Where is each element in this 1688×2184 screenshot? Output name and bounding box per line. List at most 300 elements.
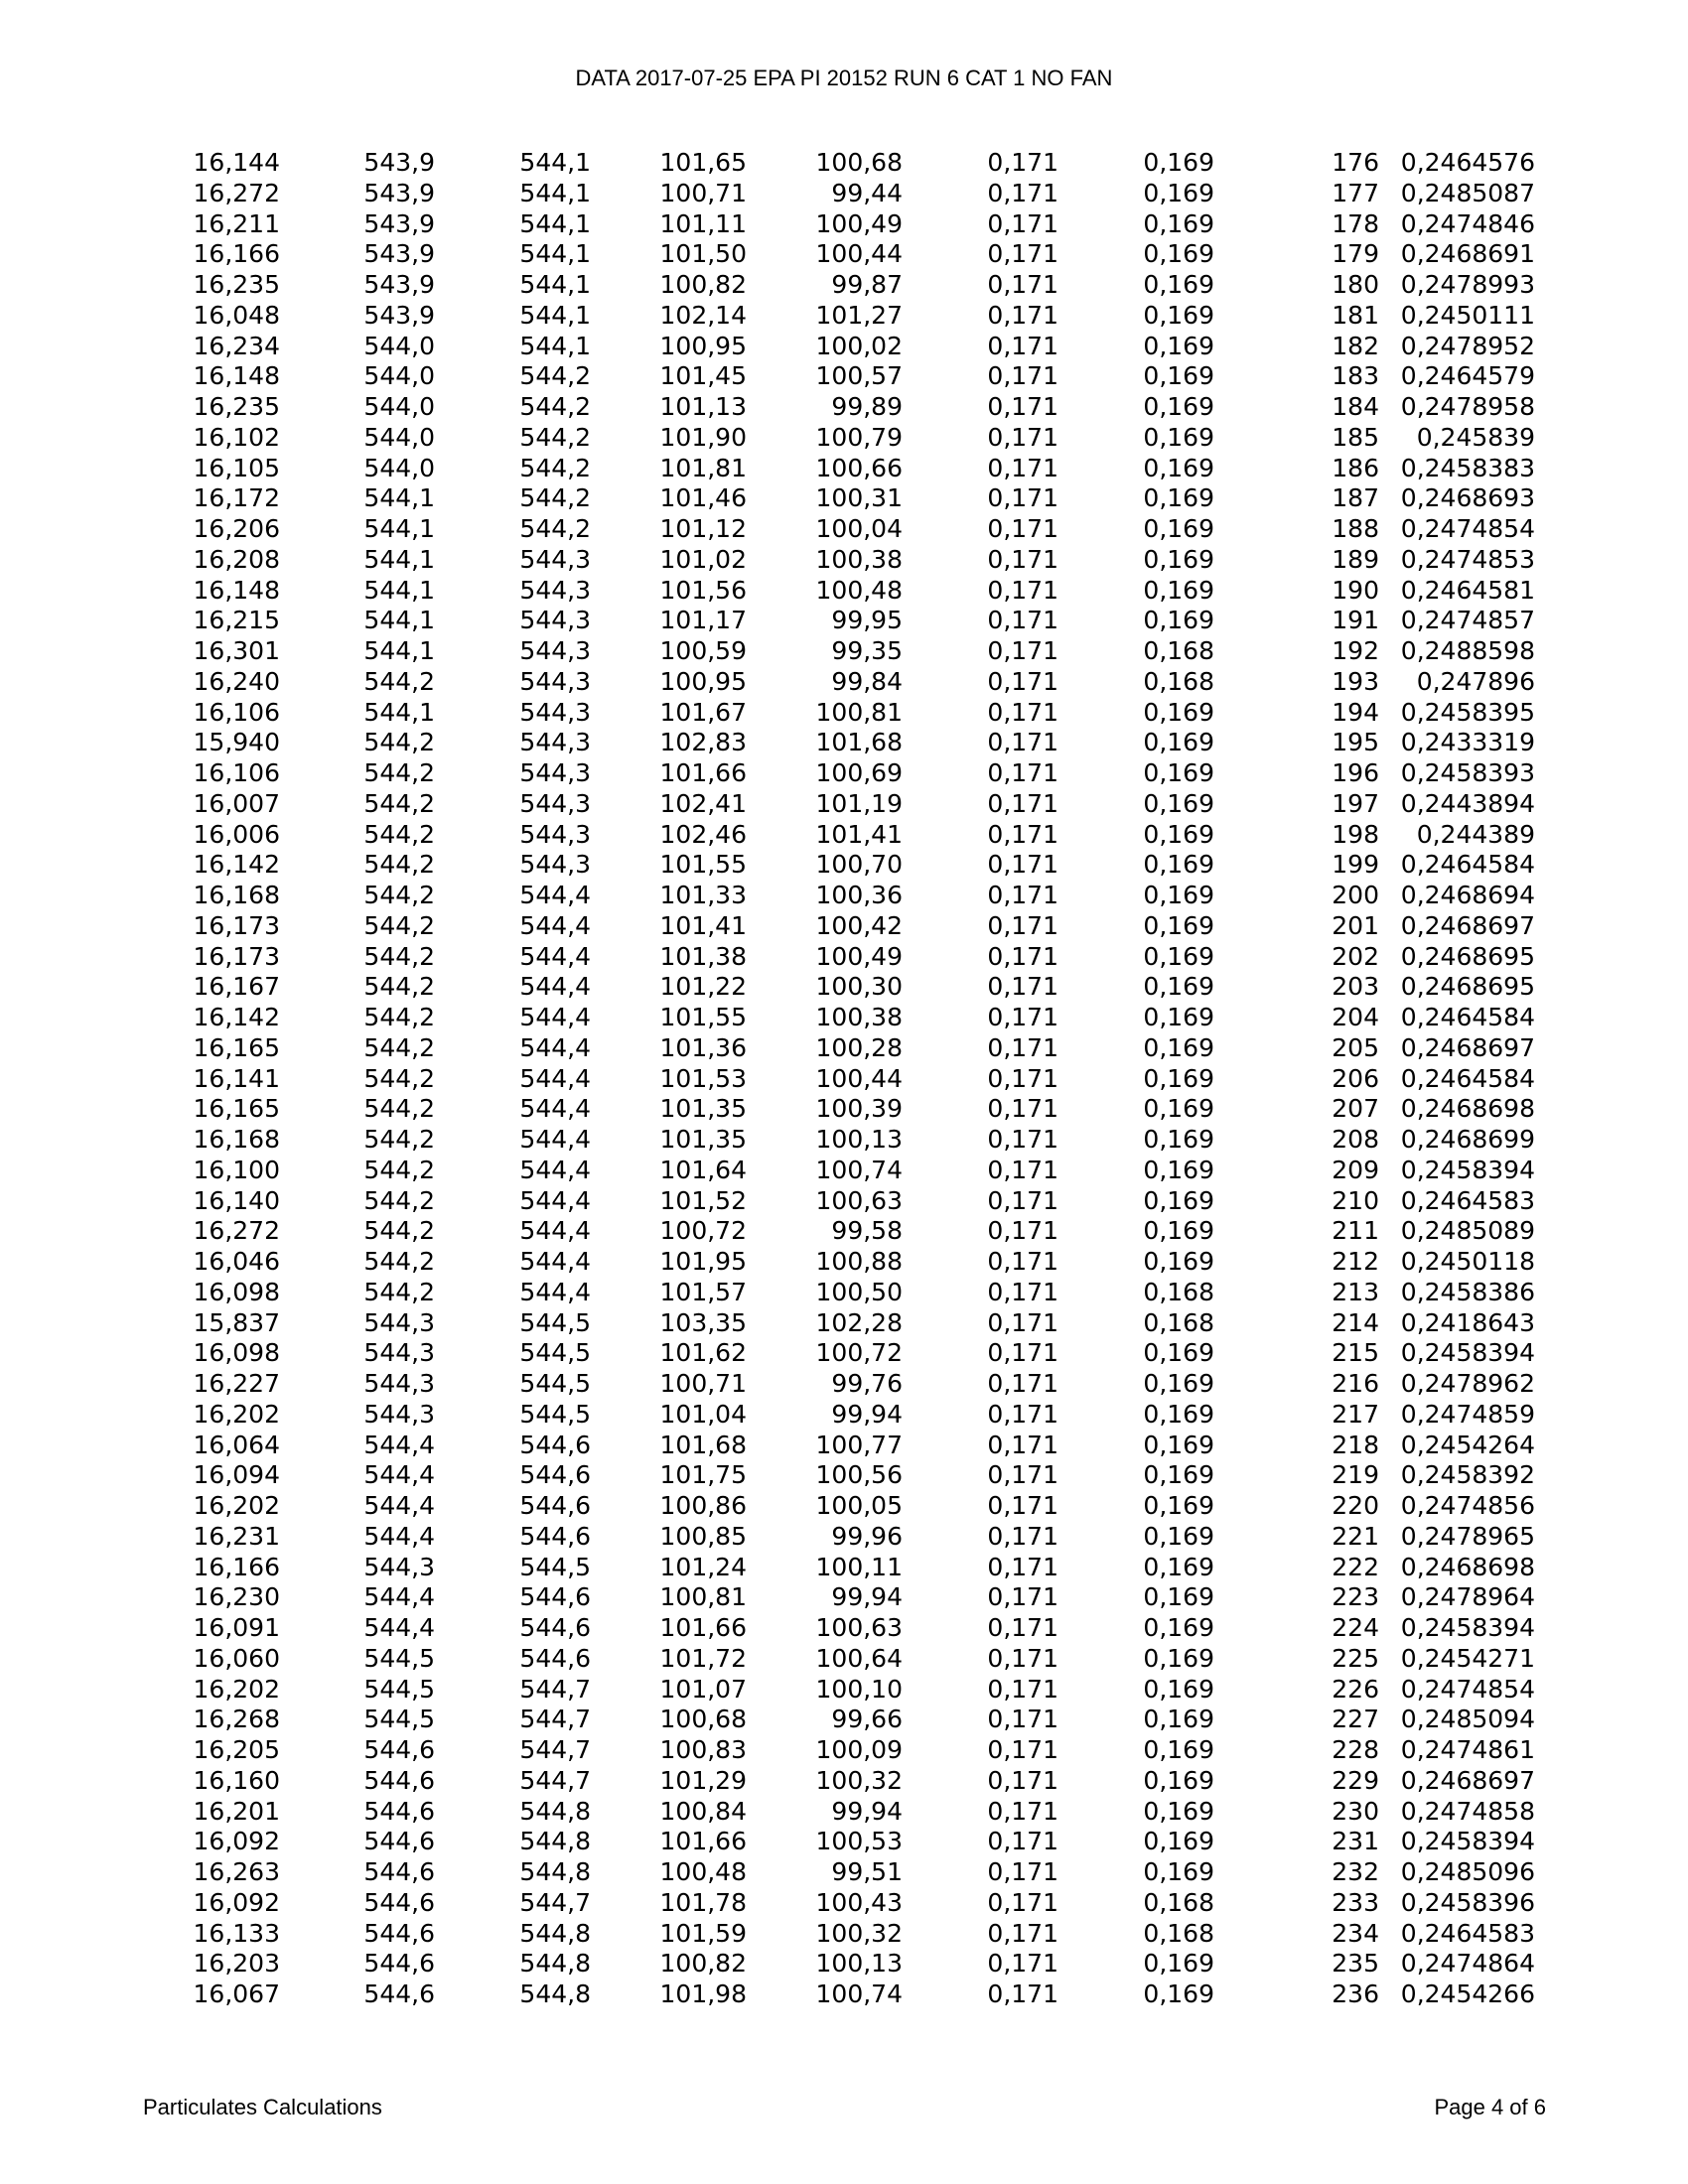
table-cell: 0,169 xyxy=(1143,1857,1214,1886)
table-cell: 544,3 xyxy=(519,819,591,849)
table-cell: 0,2468697 xyxy=(1400,1765,1535,1795)
table-cell: 0,169 xyxy=(1143,1674,1214,1704)
table-cell: 0,169 xyxy=(1143,361,1214,391)
table-cell: 544,5 xyxy=(363,1674,435,1704)
table-cell: 101,13 xyxy=(659,392,747,421)
table-cell: 0,169 xyxy=(1143,1155,1214,1184)
table-cell: 0,169 xyxy=(1143,208,1214,238)
table-cell: 544,3 xyxy=(519,697,591,727)
table-cell: 215 xyxy=(1332,1338,1379,1368)
table-cell: 101,68 xyxy=(815,728,903,757)
table-cell: 544,2 xyxy=(363,1277,435,1306)
table-row xyxy=(0,179,1688,209)
table-cell: 544,6 xyxy=(363,1765,435,1795)
table-cell: 0,169 xyxy=(1143,239,1214,269)
table-cell: 220 xyxy=(1332,1491,1379,1520)
table-cell: 100,63 xyxy=(815,1613,903,1642)
table-cell: 0,2485094 xyxy=(1400,1705,1535,1734)
table-cell: 544,2 xyxy=(363,819,435,849)
table-cell: 184 xyxy=(1332,392,1379,421)
table-cell: 16,206 xyxy=(193,514,280,543)
table-cell: 234 xyxy=(1332,1918,1379,1948)
table-cell: 0,2458395 xyxy=(1400,697,1535,727)
table-cell: 101,72 xyxy=(659,1643,747,1673)
table-cell: 544,2 xyxy=(363,788,435,818)
table-cell: 207 xyxy=(1332,1094,1379,1124)
table-cell: 0,169 xyxy=(1143,1705,1214,1734)
table-cell: 0,169 xyxy=(1143,1338,1214,1368)
table-cell: 101,22 xyxy=(659,972,747,1002)
table-cell: 0,171 xyxy=(987,1857,1058,1886)
table-cell: 100,68 xyxy=(815,148,903,177)
table-cell: 0,169 xyxy=(1143,1521,1214,1551)
table-cell: 0,169 xyxy=(1143,881,1214,909)
table-cell: 0,169 xyxy=(1143,1460,1214,1490)
table-cell: 0,171 xyxy=(987,453,1058,482)
table-cell: 101,81 xyxy=(659,453,747,482)
table-cell: 544,2 xyxy=(363,881,435,909)
table-cell: 0,171 xyxy=(987,178,1058,207)
table-cell: 100,86 xyxy=(659,1491,747,1520)
table-row xyxy=(0,1675,1688,1706)
table-cell: 16,007 xyxy=(193,788,280,818)
table-cell: 101,11 xyxy=(659,208,747,238)
table-cell: 0,2478993 xyxy=(1400,270,1535,299)
table-cell: 0,169 xyxy=(1143,697,1214,727)
table-cell: 195 xyxy=(1332,728,1379,757)
table-row xyxy=(0,332,1688,362)
table-row xyxy=(0,972,1688,1003)
table-cell: 100,81 xyxy=(659,1582,747,1612)
table-row xyxy=(0,1369,1688,1400)
table-cell: 0,171 xyxy=(987,1735,1058,1764)
table-cell: 0,171 xyxy=(987,1887,1058,1917)
table-cell: 203 xyxy=(1332,972,1379,1002)
table-cell: 101,90 xyxy=(659,422,747,452)
table-cell: 101,68 xyxy=(659,1430,747,1459)
table-cell: 101,59 xyxy=(659,1918,747,1948)
table-row xyxy=(0,1278,1688,1308)
table-cell: 543,9 xyxy=(363,300,435,330)
table-cell: 179 xyxy=(1332,239,1379,269)
table-cell: 196 xyxy=(1332,758,1379,787)
table-cell: 16,166 xyxy=(193,239,280,269)
table-cell: 181 xyxy=(1332,300,1379,330)
table-row xyxy=(0,728,1688,758)
table-cell: 0,2454266 xyxy=(1400,1979,1535,2008)
table-cell: 100,48 xyxy=(659,1857,747,1886)
table-cell: 16,211 xyxy=(193,208,280,238)
table-cell: 0,2478964 xyxy=(1400,1582,1535,1612)
table-cell: 16,173 xyxy=(193,910,280,940)
table-cell: 0,168 xyxy=(1143,636,1214,665)
table-cell: 16,268 xyxy=(193,1705,280,1734)
table-cell: 0,171 xyxy=(987,1979,1058,2008)
table-cell: 544,3 xyxy=(519,788,591,818)
table-cell: 0,2464584 xyxy=(1400,1003,1535,1031)
table-cell: 0,171 xyxy=(987,1460,1058,1490)
table-cell: 102,83 xyxy=(659,728,747,757)
table-cell: 0,169 xyxy=(1143,1430,1214,1459)
table-cell: 544,3 xyxy=(519,636,591,665)
table-row xyxy=(0,1522,1688,1553)
table-row xyxy=(0,1186,1688,1217)
table-cell: 0,171 xyxy=(987,1430,1058,1459)
table-cell: 0,169 xyxy=(1143,483,1214,513)
table-cell: 0,171 xyxy=(987,1521,1058,1551)
table-cell: 100,39 xyxy=(815,1094,903,1124)
table-cell: 0,2468698 xyxy=(1400,1552,1535,1581)
table-row xyxy=(0,1003,1688,1033)
table-cell: 0,171 xyxy=(987,606,1058,635)
table-cell: 544,2 xyxy=(519,361,591,391)
table-cell: 16,102 xyxy=(193,422,280,452)
table-row xyxy=(0,423,1688,454)
table-cell: 99,94 xyxy=(831,1399,903,1429)
table-cell: 100,82 xyxy=(659,270,747,299)
table-cell: 0,171 xyxy=(987,575,1058,605)
table-cell: 544,6 xyxy=(363,1918,435,1948)
table-cell: 100,88 xyxy=(815,1247,903,1276)
table-row xyxy=(0,1308,1688,1339)
table-row xyxy=(0,698,1688,729)
table-cell: 544,3 xyxy=(519,606,591,635)
table-cell: 0,169 xyxy=(1143,544,1214,574)
table-cell: 0,168 xyxy=(1143,1307,1214,1337)
table-cell: 0,169 xyxy=(1143,728,1214,757)
table-cell: 0,171 xyxy=(987,1552,1058,1581)
table-cell: 0,2468697 xyxy=(1400,910,1535,940)
table-row xyxy=(0,514,1688,545)
table-cell: 100,11 xyxy=(815,1552,903,1581)
table-cell: 16,240 xyxy=(193,666,280,696)
table-cell: 0,168 xyxy=(1143,666,1214,696)
table-cell: 544,4 xyxy=(519,1003,591,1031)
table-cell: 100,85 xyxy=(659,1521,747,1551)
table-cell: 16,098 xyxy=(193,1338,280,1368)
table-cell: 101,75 xyxy=(659,1460,747,1490)
table-cell: 100,81 xyxy=(815,697,903,727)
table-cell: 544,6 xyxy=(519,1613,591,1642)
table-cell: 0,171 xyxy=(987,208,1058,238)
table-cell: 101,24 xyxy=(659,1552,747,1581)
table-cell: 544,2 xyxy=(363,941,435,971)
table-cell: 16,166 xyxy=(193,1552,280,1581)
table-cell: 544,4 xyxy=(363,1521,435,1551)
table-cell: 100,04 xyxy=(815,514,903,543)
table-cell: 99,94 xyxy=(831,1582,903,1612)
table-cell: 0,2474857 xyxy=(1400,606,1535,635)
table-row xyxy=(0,1431,1688,1461)
table-cell: 102,46 xyxy=(659,819,747,849)
table-cell: 0,169 xyxy=(1143,178,1214,207)
table-cell: 218 xyxy=(1332,1430,1379,1459)
table-cell: 15,940 xyxy=(193,728,280,757)
table-cell: 0,2464584 xyxy=(1400,1063,1535,1093)
table-cell: 0,171 xyxy=(987,331,1058,360)
table-cell: 0,169 xyxy=(1143,1369,1214,1398)
table-cell: 0,171 xyxy=(987,666,1058,696)
table-cell: 16,160 xyxy=(193,1765,280,1795)
table-cell: 0,169 xyxy=(1143,300,1214,330)
table-cell: 0,169 xyxy=(1143,1247,1214,1276)
table-cell: 544,4 xyxy=(519,1125,591,1154)
table-cell: 0,171 xyxy=(987,697,1058,727)
table-cell: 544,8 xyxy=(519,1979,591,2008)
table-cell: 0,169 xyxy=(1143,1979,1214,2008)
table-cell: 0,2464584 xyxy=(1400,850,1535,880)
table-cell: 209 xyxy=(1332,1155,1379,1184)
table-cell: 544,1 xyxy=(363,697,435,727)
table-cell: 544,6 xyxy=(363,1827,435,1856)
table-row xyxy=(0,606,1688,636)
table-cell: 16,165 xyxy=(193,1094,280,1124)
table-cell: 16,148 xyxy=(193,361,280,391)
table-cell: 544,1 xyxy=(363,483,435,513)
table-cell: 16,202 xyxy=(193,1399,280,1429)
table-cell: 0,169 xyxy=(1143,850,1214,880)
table-cell: 16,263 xyxy=(193,1857,280,1886)
table-cell: 0,169 xyxy=(1143,1094,1214,1124)
table-cell: 212 xyxy=(1332,1247,1379,1276)
table-cell: 0,2485087 xyxy=(1400,178,1535,207)
page-header-title: DATA 2017-07-25 EPA PI 20152 RUN 6 CAT 1 NO FAN xyxy=(575,66,1113,90)
table-row xyxy=(0,1156,1688,1186)
table-cell: 100,59 xyxy=(659,636,747,665)
table-cell: 0,169 xyxy=(1143,1765,1214,1795)
table-cell: 100,13 xyxy=(815,1949,903,1979)
table-cell: 0,2458396 xyxy=(1400,1887,1535,1917)
table-row xyxy=(0,820,1688,851)
table-cell: 101,55 xyxy=(659,1003,747,1031)
table-cell: 100,28 xyxy=(815,1032,903,1062)
table-cell: 183 xyxy=(1332,361,1379,391)
table-cell: 544,5 xyxy=(363,1643,435,1673)
table-row xyxy=(0,1094,1688,1125)
table-cell: 0,171 xyxy=(987,544,1058,574)
table-cell: 0,171 xyxy=(987,300,1058,330)
table-cell: 0,169 xyxy=(1143,1003,1214,1031)
table-cell: 16,064 xyxy=(193,1430,280,1459)
table-row xyxy=(0,454,1688,484)
footer-page-number: Page 4 of 6 xyxy=(1434,2095,1546,2119)
table-cell: 0,171 xyxy=(987,1369,1058,1398)
table-cell: 188 xyxy=(1332,514,1379,543)
table-cell: 0,168 xyxy=(1143,1918,1214,1948)
table-cell: 0,169 xyxy=(1143,758,1214,787)
table-cell: 204 xyxy=(1332,1003,1379,1031)
table-cell: 16,215 xyxy=(193,606,280,635)
table-cell: 228 xyxy=(1332,1735,1379,1764)
table-cell: 101,67 xyxy=(659,697,747,727)
table-cell: 0,169 xyxy=(1143,941,1214,971)
table-cell: 544,2 xyxy=(363,1003,435,1031)
table-cell: 0,168 xyxy=(1143,1887,1214,1917)
table-cell: 0,2474854 xyxy=(1400,514,1535,543)
table-cell: 0,171 xyxy=(987,1827,1058,1856)
table-cell: 16,168 xyxy=(193,1125,280,1154)
table-cell: 199 xyxy=(1332,850,1379,880)
table-cell: 544,2 xyxy=(363,972,435,1002)
table-cell: 16,202 xyxy=(193,1491,280,1520)
table-row xyxy=(0,239,1688,270)
table-row xyxy=(0,1979,1688,2010)
table-cell: 100,50 xyxy=(815,1277,903,1306)
table-cell: 0,168 xyxy=(1143,1277,1214,1306)
table-cell: 100,70 xyxy=(815,850,903,880)
table-cell: 99,66 xyxy=(831,1705,903,1734)
table-cell: 0,169 xyxy=(1143,1063,1214,1093)
table-cell: 227 xyxy=(1332,1705,1379,1734)
table-cell: 15,837 xyxy=(193,1307,280,1337)
table-cell: 544,4 xyxy=(363,1582,435,1612)
table-cell: 0,171 xyxy=(987,1094,1058,1124)
table-cell: 101,07 xyxy=(659,1674,747,1704)
table-cell: 100,38 xyxy=(815,544,903,574)
table-cell: 192 xyxy=(1332,636,1379,665)
table-cell: 16,167 xyxy=(193,972,280,1002)
table-cell: 544,4 xyxy=(519,1277,591,1306)
table-cell: 100,09 xyxy=(815,1735,903,1764)
table-cell: 544,6 xyxy=(519,1430,591,1459)
table-cell: 0,2468695 xyxy=(1400,941,1535,971)
table-cell: 16,235 xyxy=(193,270,280,299)
table-cell: 16,144 xyxy=(193,148,280,177)
table-cell: 100,68 xyxy=(659,1705,747,1734)
table-cell: 223 xyxy=(1332,1582,1379,1612)
table-cell: 16,142 xyxy=(193,1003,280,1031)
table-row xyxy=(0,1400,1688,1431)
table-cell: 544,8 xyxy=(519,1827,591,1856)
table-cell: 544,2 xyxy=(519,453,591,482)
table-cell: 100,82 xyxy=(659,1949,747,1979)
table-cell: 0,2468699 xyxy=(1400,1125,1535,1154)
table-cell: 0,171 xyxy=(987,422,1058,452)
table-cell: 235 xyxy=(1332,1949,1379,1979)
table-cell: 0,171 xyxy=(987,1399,1058,1429)
table-cell: 0,171 xyxy=(987,1491,1058,1520)
table-cell: 544,3 xyxy=(363,1338,435,1368)
table-cell: 0,171 xyxy=(987,1765,1058,1795)
table-cell: 0,171 xyxy=(987,1032,1058,1062)
table-cell: 544,3 xyxy=(363,1552,435,1581)
table-cell: 206 xyxy=(1332,1063,1379,1093)
table-cell: 100,44 xyxy=(815,1063,903,1093)
table-cell: 101,38 xyxy=(659,941,747,971)
table-cell: 101,29 xyxy=(659,1765,747,1795)
table-cell: 191 xyxy=(1332,606,1379,635)
table-cell: 16,140 xyxy=(193,1185,280,1215)
table-cell: 100,56 xyxy=(815,1460,903,1490)
table-cell: 0,169 xyxy=(1143,422,1214,452)
table-cell: 100,44 xyxy=(815,239,903,269)
table-cell: 101,17 xyxy=(659,606,747,635)
table-row xyxy=(0,361,1688,392)
table-cell: 16,048 xyxy=(193,300,280,330)
table-cell: 544,3 xyxy=(519,758,591,787)
table-cell: 99,89 xyxy=(831,392,903,421)
table-cell: 544,4 xyxy=(519,910,591,940)
table-cell: 102,28 xyxy=(815,1307,903,1337)
table-cell: 226 xyxy=(1332,1674,1379,1704)
table-cell: 16,106 xyxy=(193,697,280,727)
table-cell: 16,133 xyxy=(193,1918,280,1948)
data-table xyxy=(0,148,1688,2010)
table-cell: 189 xyxy=(1332,544,1379,574)
table-cell: 100,72 xyxy=(815,1338,903,1368)
table-cell: 225 xyxy=(1332,1643,1379,1673)
table-cell: 16,142 xyxy=(193,850,280,880)
table-cell: 0,2478958 xyxy=(1400,392,1535,421)
table-cell: 0,169 xyxy=(1143,788,1214,818)
table-cell: 100,30 xyxy=(815,972,903,1002)
table-cell: 0,171 xyxy=(987,788,1058,818)
table-cell: 178 xyxy=(1332,208,1379,238)
table-cell: 16,091 xyxy=(193,1613,280,1642)
table-cell: 0,171 xyxy=(987,1216,1058,1246)
table-cell: 100,32 xyxy=(815,1765,903,1795)
table-cell: 0,171 xyxy=(987,1613,1058,1642)
table-cell: 16,231 xyxy=(193,1521,280,1551)
table-cell: 0,169 xyxy=(1143,1491,1214,1520)
table-cell: 0,2468698 xyxy=(1400,1094,1535,1124)
table-row xyxy=(0,942,1688,973)
table-cell: 217 xyxy=(1332,1399,1379,1429)
table-row xyxy=(0,1247,1688,1278)
table-cell: 544,2 xyxy=(519,514,591,543)
table-cell: 16,098 xyxy=(193,1277,280,1306)
table-cell: 0,2474846 xyxy=(1400,208,1535,238)
table-row xyxy=(0,1338,1688,1369)
table-cell: 0,2474856 xyxy=(1400,1491,1535,1520)
table-cell: 0,171 xyxy=(987,483,1058,513)
table-row xyxy=(0,1064,1688,1095)
table-row xyxy=(0,209,1688,240)
table-cell: 213 xyxy=(1332,1277,1379,1306)
table-cell: 0,171 xyxy=(987,514,1058,543)
table-cell: 0,2474858 xyxy=(1400,1796,1535,1826)
table-row xyxy=(0,1888,1688,1919)
footer-document-title: Particulates Calculations xyxy=(143,2095,382,2119)
table-cell: 544,2 xyxy=(363,728,435,757)
table-cell: 16,203 xyxy=(193,1949,280,1979)
table-cell: 544,2 xyxy=(363,1032,435,1062)
table-cell: 230 xyxy=(1332,1796,1379,1826)
table-cell: 101,41 xyxy=(815,819,903,849)
table-cell: 101,46 xyxy=(659,483,747,513)
table-cell: 102,41 xyxy=(659,788,747,818)
table-cell: 0,169 xyxy=(1143,1125,1214,1154)
table-cell: 544,1 xyxy=(519,178,591,207)
table-cell: 0,247896 xyxy=(1416,666,1535,696)
table-cell: 103,35 xyxy=(659,1307,747,1337)
table-cell: 0,2478962 xyxy=(1400,1369,1535,1398)
table-cell: 0,2464581 xyxy=(1400,575,1535,605)
table-cell: 101,35 xyxy=(659,1125,747,1154)
table-cell: 197 xyxy=(1332,788,1379,818)
table-cell: 0,171 xyxy=(987,941,1058,971)
table-cell: 0,171 xyxy=(987,1796,1058,1826)
table-cell: 0,169 xyxy=(1143,910,1214,940)
table-row xyxy=(0,576,1688,607)
table-cell: 544,1 xyxy=(519,270,591,299)
table-cell: 544,6 xyxy=(363,1796,435,1826)
table-cell: 544,2 xyxy=(363,1216,435,1246)
table-cell: 0,169 xyxy=(1143,392,1214,421)
table-row xyxy=(0,1460,1688,1491)
table-cell: 544,4 xyxy=(519,1185,591,1215)
table-cell: 544,1 xyxy=(519,148,591,177)
